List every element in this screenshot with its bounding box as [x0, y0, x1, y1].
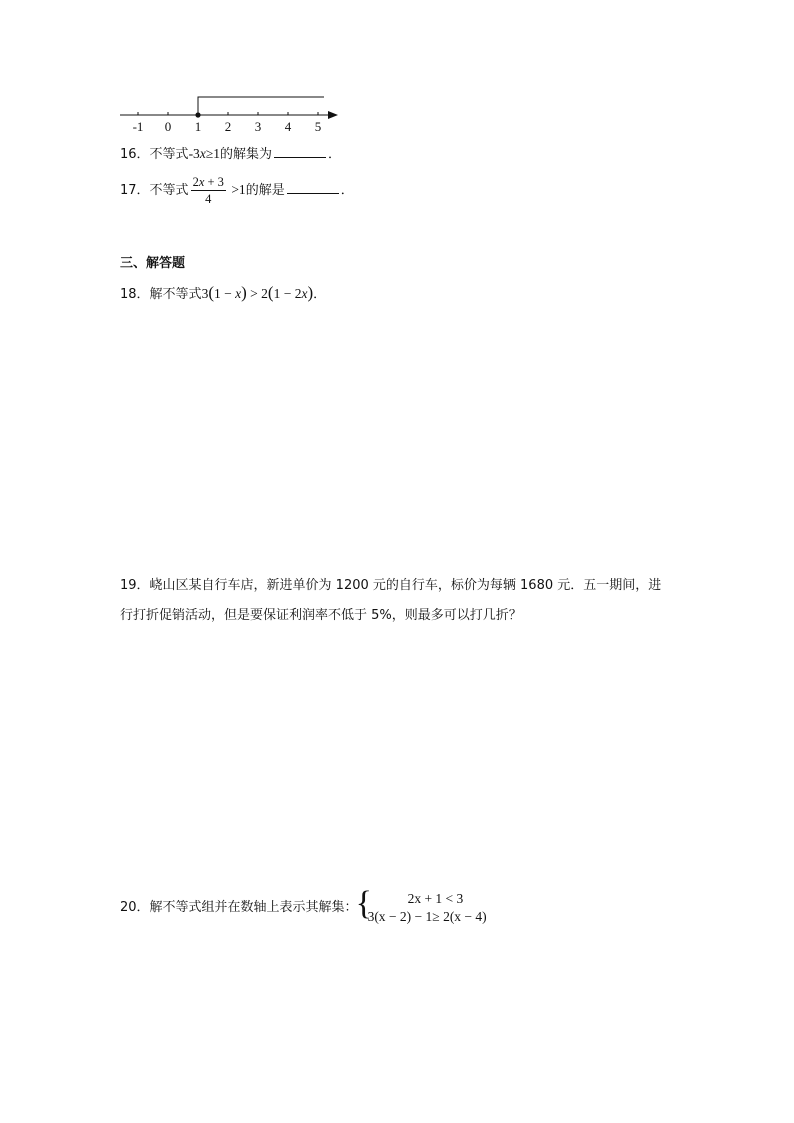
question-18: 18．解不等式3(1 − x) > 2(1 − 2x)． [120, 283, 327, 302]
tick-label: 5 [314, 119, 322, 134]
question-number: 18． [120, 287, 150, 302]
question-text: 的解是 [245, 183, 285, 198]
tick-label: 1 [194, 119, 202, 134]
tick-label: 3 [254, 119, 262, 134]
question-number: 19． [120, 578, 150, 593]
question-text: 解不等式 [149, 287, 202, 302]
question-19 [120, 571, 661, 631]
inequality-1: 2x + 1 < 3 [407, 891, 464, 906]
fraction [191, 175, 226, 206]
question-text: 解不等式组并在数轴上表示其解集： [149, 900, 358, 915]
brace-symbol: { [355, 885, 372, 922]
number-line-arrow [328, 111, 338, 119]
tick-label: 2 [224, 119, 232, 134]
question-text-line-1: 峣山区某自行车店，新进单价为 1200 元的自行车，标价为每辆 1680 元．五一期间，进 [149, 578, 662, 593]
tick-label: 4 [284, 119, 292, 134]
answer-blank [274, 145, 326, 158]
question-text: 不等式 [149, 183, 189, 198]
tick-label: 0 [164, 119, 172, 134]
solid-point [195, 112, 200, 117]
fraction-numerator: 2x + 3 [192, 175, 224, 189]
inequality-2: 3(x − 2) − 1≥ 2(x − 4) [367, 909, 487, 924]
number-line-figure [112, 88, 352, 138]
question-20 [120, 885, 487, 926]
math-expression: 3(1 − x) > 2(1 − 2x) [201, 283, 314, 302]
tick-label: -1 [132, 119, 144, 134]
question-text: 不等式 [149, 147, 189, 162]
question-16: 16．不等式-3x≥1的解集为 ． [120, 146, 342, 162]
question-text: 的解集为 [219, 147, 272, 162]
question-17: 17．不等式 $\frac{2x + 3}{4}$ >1的解是 ． [120, 175, 354, 206]
question-text-line-2: 行打折促销活动，但是要保证利润率不低于 5%，则最多可以打几折？ [120, 608, 522, 623]
question-number: 17． [120, 183, 150, 198]
inequality-system [355, 885, 487, 926]
answer-blank [287, 181, 339, 194]
section-title: 三、解答题 [120, 256, 186, 271]
fraction-denominator: 4 [205, 192, 212, 206]
solution-ray [198, 97, 324, 115]
question-number: 16． [120, 147, 150, 162]
question-number: 20． [120, 900, 150, 915]
math-expression: -3x≥1 [188, 146, 220, 161]
